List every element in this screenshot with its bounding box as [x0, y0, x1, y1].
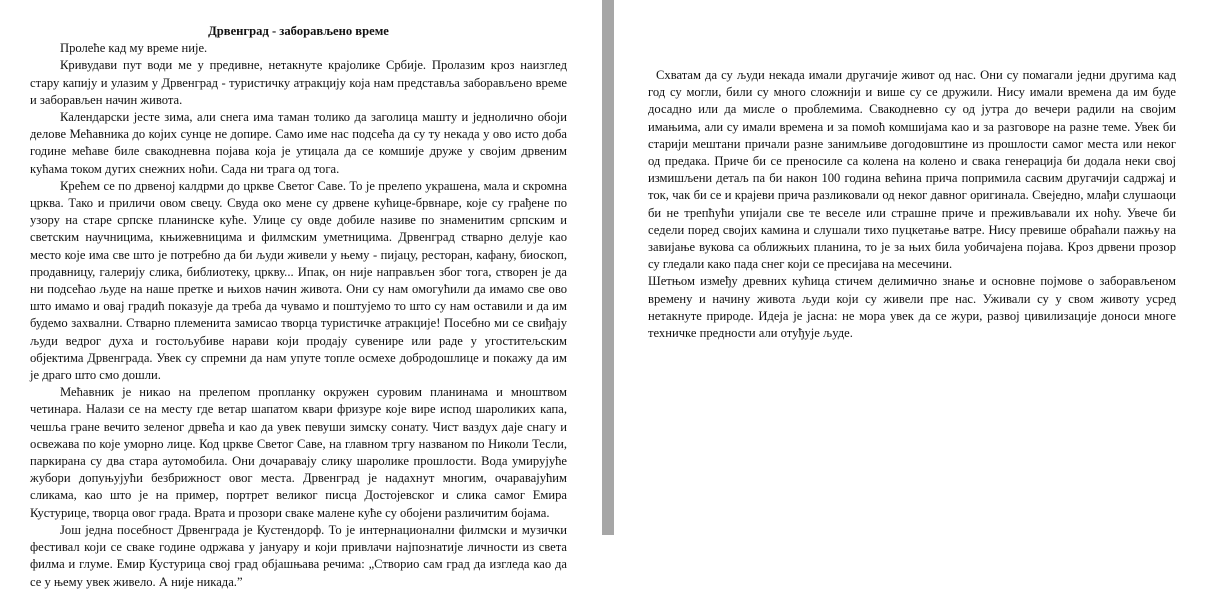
- page-gutter: [602, 0, 614, 535]
- right-page-body: [648, 67, 1176, 342]
- page-right: [614, 0, 1206, 535]
- page-left: [0, 0, 602, 589]
- paragraph: Пролеће кад му време није.: [60, 41, 208, 56]
- paragraph: Крећем се по дрвеној калдрми до цркве Светог Саве. То је прелепо украшена, мала и скромна црква. Тако и приличи овом свецу. Свуда око мене су дрвене кућице-брвнаре, које су грађене по узору на старе српске планинске куће. Улице су овде добиле називе по знаменитим српским и светским научницима, књижевницима и филмским уметницима. Дрвенград стварно делује као место које има све што је потребно да би људи живели у њему - пијацу, ресторан, кафану, биоскоп, продавницу, галерију слика, библиотеку, цркву... Ипак, он није направљен због тога, створен је да ни подсећао људе на наше претке и њихов начин живота. Они су нам омогућили да имамо све ово што имамо и овај градић показује да треба да чувамо и поштујемо то што су нам оставили и да им будемо захвални. Стварно племенита замисао творца туристичке атракције! Посебно ми се свиђају људи ведрог духа и гостољубиве нарави који продају сувенире или раде у угоститељским објектима Дрвенграда. Увек су спремни да нам упуте топле осмехе добродошлице и покажу да им је драго што смо дошли.: [30, 178, 567, 383]
- left-page-body: [30, 23, 567, 591]
- paragraph: Мећавник је никао на прелепом пропланку окружен суровим планинама и мноштвом четинара. Налази се на месту где ветар шапатом квари фризуре које вире испод шароликих капа, чешља гране вечито зеленог дрвећа и као да увек певуши зимску сонату. Чист ваздух даје снагу и освежава по које уморно лице. Код цркве Светог Саве, на главном тргу названом по Николи Тесли, паркирана су два стара аутомобила. Они дочаравају слику шаролике прошлости. Вода умирујуће жубори допуњујући безбрижност овог места. Дрвенград је надахнут многим, очаравајућим сликама, као што је на пример, портрет великог писца Достојевског и слика самог Емира Кустурице, творца овог града. Врата и прозори свакe малене куће су обојени различитим бојама.: [30, 385, 567, 520]
- paragraph: Кривудави пут води ме у предивне, нетакнуте крајолике Србије. Пролазим кроз наизглед стару капију и улазим у Дрвенград - туристичку атракцију која нам представља заборављено време и заборављен начин живота.: [30, 58, 567, 107]
- document-title: Дрвенград - заборављено време: [208, 24, 389, 38]
- paragraph: Шетњом између древних кућица стичем делимично знање и основне појмове о заборављеном времену и начину живота људи који су живели пре нас. Уживали су у свом животу усред нетакнуте природе. Идеја је јасна: не мора увек да се жури, развој цивилизације доноси многе техничке предности али отуђује људе.: [648, 274, 1176, 341]
- paragraph: Још једна посебност Дрвенграда је Кустендорф. То је интернационални филмски и музички фестивал који се сваке године одржава у јануару и који привлачи најпознатије личности из света филма и глуме. Емир Кустурица свој град објашњава речима: „Створио сам град да изгледа као да се у њему увек живело. А није никада.”: [30, 522, 567, 589]
- paragraph: Календарски јесте зима, али снега има таман толико да заголица машту и једнолично обоји делове Мећавника до којих сунце не допире. Само име нас подсећа да су ту некада у ово исто доба године мећаве биле свакодневна појава која је утицала да се комшије друже у својим дрвеним кућама током дугих снежних ноћи. Сада ни трага од тога.: [30, 110, 567, 176]
- paragraph: Схватам да су људи некада имали другачије живот од нас. Они су помагали једни другима кад год су могли, били су много сложнији и више су се дружили. Нису имали времена да им буде досадно или да мисле о проблемима. Свакодневно су од јутра до вечери радили на својим имањима, али су имали времена и за помоћ комшијама као и за разговоре на разне теме. Увек би старији мештани причали разне занимљиве догодовштине из прошлости самог места или неког од предака. Приче би се преносиле са колена на колено и свака генерација би додала неки свој измишљени детаљ па би након 100 година већина прича попримила сасвим другачији садржај и ток, чак би се и крајеви прича разликовали од неког давног оригинала. Свеједно, млађи слушаоци би не трепћући упијали све те веселе или страшне приче и преживљавали их ноћу. Увече би седели поред својих камина и слушали тихо пуцкетање ватре. Нису превише обраћали пажњу на завијање вукова са оближњих планина, то је за њих била уобичајена појава. Кроз дрвени прозор су гледали како пада снег који се пресијава на месечини.: [648, 68, 1176, 272]
